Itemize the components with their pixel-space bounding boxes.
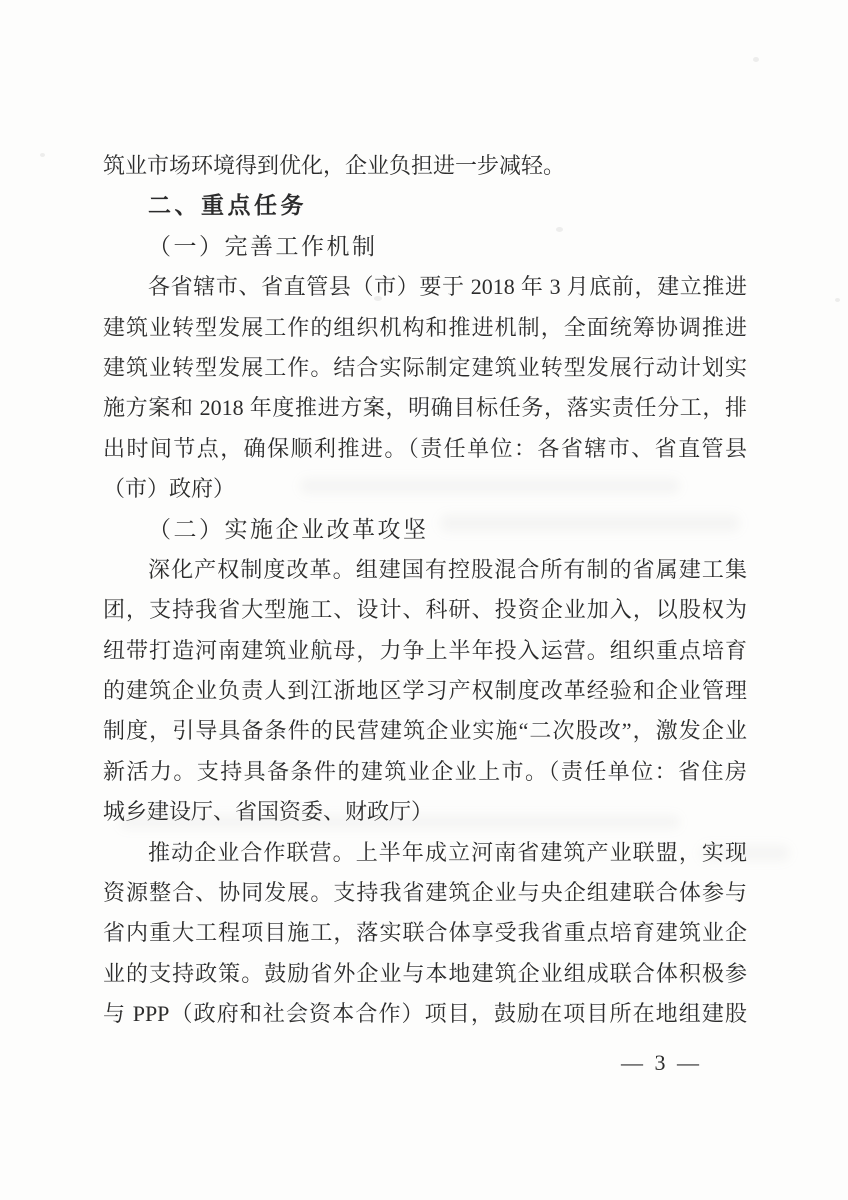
text-line: 城乡建设厅、省国资委、财政厅） — [103, 799, 434, 825]
text-line: 制度，引导具备条件的民营建筑企业实施“二次股改”，激发企业 — [103, 718, 747, 744]
text-line: 深化产权制度改革。组建国有控股混合所有制的省属建工集 — [148, 556, 747, 582]
text-line: 业的支持政策。鼓励省外企业与本地建筑企业组成联合体积极参 — [103, 960, 747, 986]
page-number: — 3 — — [621, 1050, 702, 1075]
text-line: 新活力。支持具备条件的建筑业企业上市。（责任单位：省住房 — [103, 758, 747, 784]
text-line: 建筑业转型发展工作。结合实际制定建筑业转型发展行动计划实 — [103, 354, 747, 380]
text-line: 省内重大工程项目施工，落实联合体享受我省重点培育建筑业企 — [103, 920, 747, 946]
text-line: 推动企业合作联营。上半年成立河南省建筑产业联盟，实现 — [148, 839, 747, 865]
text-line: 出时间节点，确保顺利推进。（责任单位：各省辖市、省直管县 — [103, 435, 747, 461]
text-line: 的建筑企业负责人到江浙地区学习产权制度改革经验和企业管理 — [103, 678, 747, 704]
text-line: 二、重点任务 — [148, 193, 307, 219]
text-line: （市）政府） — [103, 476, 236, 502]
text-line: 施方案和 2018 年度推进方案，明确目标任务，落实责任分工，排 — [103, 395, 747, 421]
text-line: 纽带打造河南建筑业航母，力争上半年投入运营。组织重点培育 — [103, 637, 747, 663]
scan-speck — [835, 298, 840, 302]
text-line: 团，支持我省大型施工、设计、科研、投资企业加入，以股权为 — [103, 597, 747, 623]
text-line: 与 PPP（政府和社会资本合作）项目，鼓励在项目所在地组建股 — [103, 1001, 747, 1027]
scan-speck — [753, 57, 759, 62]
text-line: 筑业市场环境得到优化，企业负担进一步减轻。 — [103, 153, 566, 178]
text-line: 各省辖市、省直管县（市）要于 2018 年 3 月底前，建立推进 — [148, 274, 747, 300]
scan-speck — [40, 153, 45, 157]
document-body — [103, 146, 747, 1035]
text-line: 建筑业转型发展工作的组织机构和推进机制，全面统筹协调推进 — [103, 314, 747, 340]
text-line: （二）实施企业改革攻坚 — [148, 516, 429, 542]
text-line: 资源整合、协同发展。支持我省建筑企业与央企组建联合体参与 — [103, 880, 747, 906]
text-line: （一）完善工作机制 — [148, 233, 378, 259]
